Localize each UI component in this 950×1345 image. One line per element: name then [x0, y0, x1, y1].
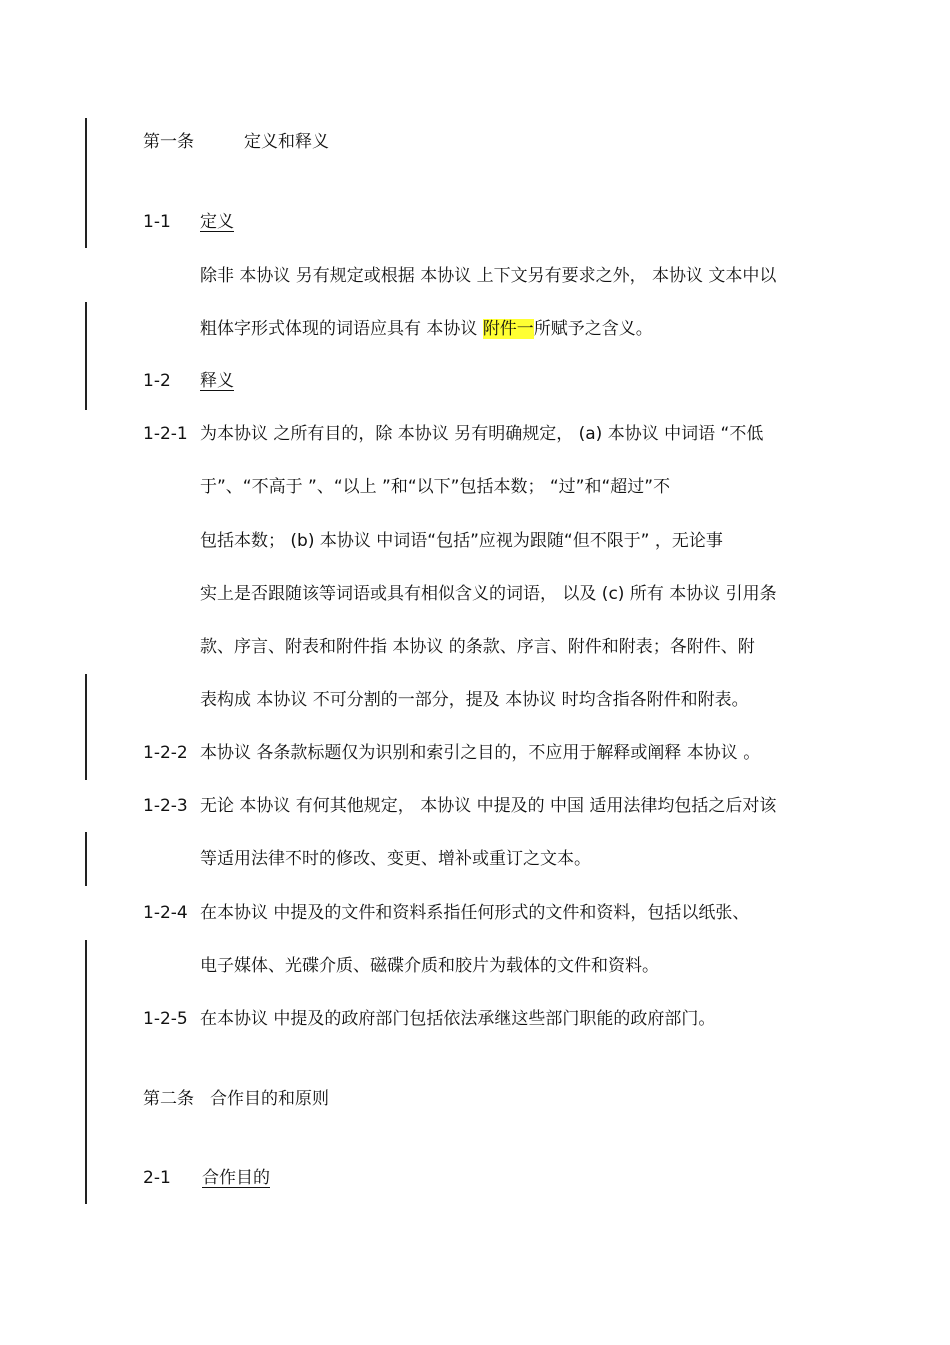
- revision-bar: [85, 118, 87, 248]
- section-1-1-line: [200, 317, 653, 341]
- section-1-1-text: 所赋予之含义。: [533, 319, 653, 339]
- clause-1-2-4-number: 1-2-4: [143, 903, 188, 923]
- clause-1-2-1-number: 1-2-1: [143, 424, 188, 444]
- clause-1-2-1-line: 表构成 本协议 不可分割的一部分，提及 本协议 时均含指各附件和附表。: [200, 690, 749, 710]
- clause-1-2-2-line: 本协议 各条款标题仅为识别和索引之目的，不应用于解释或阐释 本协议 。: [200, 743, 761, 763]
- clause-1-2-4-line: 在本协议 中提及的文件和资料系指任何形式的文件和资料，包括以纸张、: [200, 903, 750, 923]
- revision-bar: [85, 940, 87, 1204]
- article-1-heading: [143, 130, 329, 154]
- article-2-title: 合作目的和原则: [210, 1089, 329, 1109]
- clause-1-2-2-number: 1-2-2: [143, 743, 188, 763]
- section-2-1-number: 2-1: [143, 1168, 171, 1188]
- revision-bar: [85, 302, 87, 410]
- revision-bar: [85, 832, 87, 886]
- article-2-heading: [143, 1087, 329, 1111]
- annex-1-highlight: 附件一: [482, 319, 534, 339]
- article-2-number: 第二条: [143, 1089, 194, 1109]
- clause-1-2-3-number: 1-2-3: [143, 796, 188, 816]
- clause-1-2-3-line: 无论 本协议 有何其他规定， 本协议 中提及的 中国 适用法律均包括之后对该: [200, 796, 777, 816]
- clause-1-2-5-number: 1-2-5: [143, 1009, 188, 1029]
- section-1-2-number: 1-2: [143, 371, 171, 391]
- article-1-number: 第一条: [143, 132, 194, 152]
- clause-1-2-4-line: 电子媒体、光碟介质、磁碟介质和胶片为载体的文件和资料。: [200, 956, 659, 976]
- clause-1-2-1-line: 包括本数； (b) 本协议 中词语“包括”应视为跟随“但不限于” ，无论事: [200, 531, 723, 551]
- clause-1-2-3-line: 等适用法律不时的修改、变更、增补或重订之文本。: [200, 849, 591, 869]
- clause-1-2-1-line: 于”、“不高于 ”、“以上 ”和“以下”包括本数； “过”和“超过”不: [200, 477, 671, 497]
- revision-bar: [85, 674, 87, 780]
- article-1-title: 定义和释义: [244, 132, 329, 152]
- clause-1-2-1-line: 为本协议 之所有目的，除 本协议 另有明确规定， (a) 本协议 中词语 “不低: [200, 424, 764, 444]
- section-1-1-text: 粗体字形式体现的词语应具有 本协议: [200, 319, 483, 339]
- section-2-1-title: 合作目的: [202, 1168, 270, 1188]
- clause-1-2-1-line: 款、序言、附表和附件指 本协议 的条款、序言、附件和附表；各附件、附: [200, 637, 755, 657]
- section-1-1-title: 定义: [200, 212, 234, 232]
- section-1-1-line: 除非 本协议 另有规定或根据 本协议 上下文另有要求之外， 本协议 文本中以: [200, 266, 777, 286]
- section-1-1-number: 1-1: [143, 212, 171, 232]
- clause-1-2-1-line: 实上是否跟随该等词语或具有相似含义的词语， 以及 (c) 所有 本协议 引用条: [200, 584, 777, 604]
- clause-1-2-5-line: 在本协议 中提及的政府部门包括依法承继这些部门职能的政府部门。: [200, 1009, 716, 1029]
- section-1-2-title: 释义: [200, 371, 234, 391]
